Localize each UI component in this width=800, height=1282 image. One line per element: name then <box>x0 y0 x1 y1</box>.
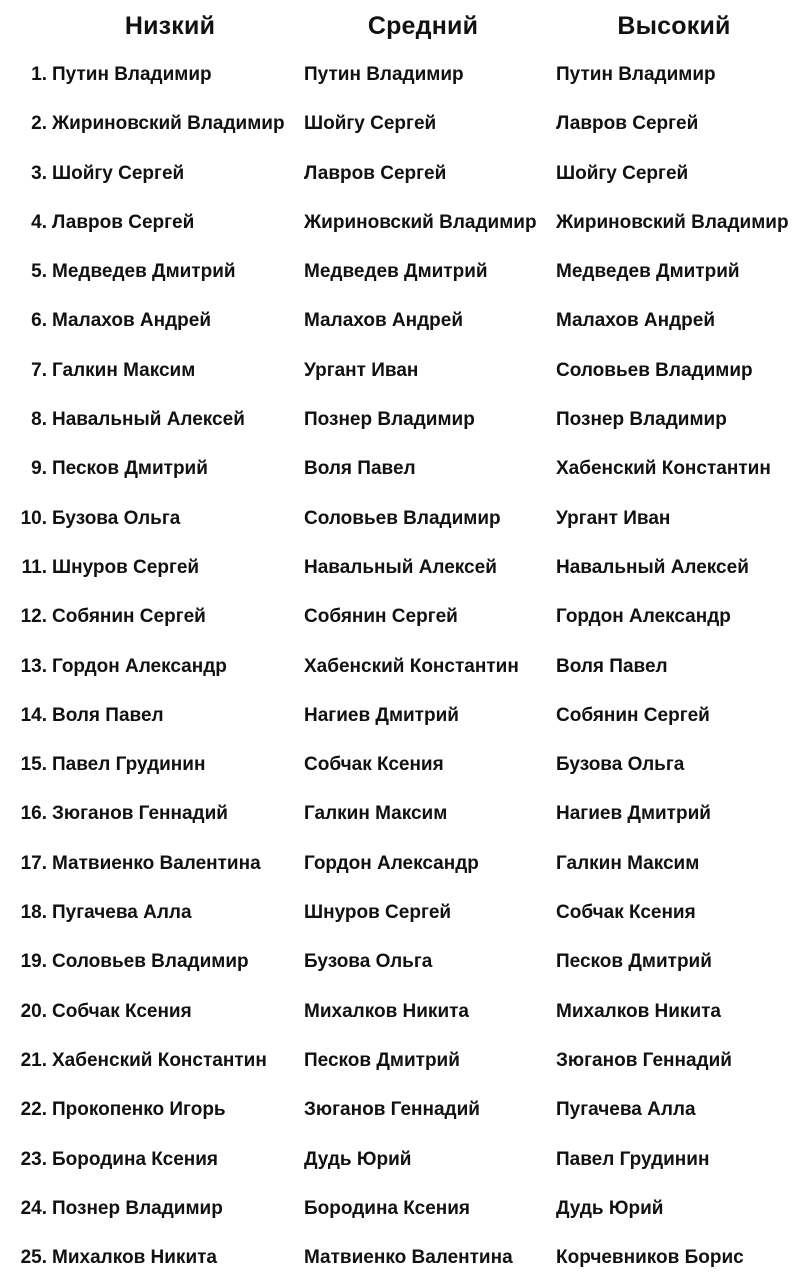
high-column-name: Хабенский Константин <box>556 458 771 480</box>
medium-column-name: Собянин Сергей <box>304 606 458 628</box>
table-row <box>0 1085 800 1134</box>
high-column-name: Медведев Дмитрий <box>556 261 740 283</box>
low-column-name: Зюганов Геннадий <box>52 803 228 825</box>
rank-number: 3. <box>31 162 47 184</box>
table-body <box>0 50 800 1282</box>
table-row <box>0 346 800 395</box>
rank-number: 8. <box>31 409 47 431</box>
table-row <box>0 543 800 592</box>
medium-column-name: Хабенский Константин <box>304 655 519 677</box>
low-column-name: Путин Владимир <box>52 64 212 85</box>
table-row <box>0 247 800 296</box>
high-column-name: Ургант Иван <box>556 507 671 529</box>
table-row <box>0 740 800 789</box>
medium-column-name: Медведев Дмитрий <box>304 261 488 283</box>
high-column-name: Познер Владимир <box>556 409 727 431</box>
low-column-name: Собянин Сергей <box>52 606 206 628</box>
table-row <box>0 1135 800 1184</box>
rank-number: 16. <box>20 803 47 825</box>
low-column-name: Пугачева Алла <box>52 902 192 924</box>
low-column-name: Михалков Никита <box>52 1247 217 1269</box>
rank-number: 17. <box>20 852 47 874</box>
high-column-name: Гордон Александр <box>556 606 731 628</box>
medium-column-name: Навальный Алексей <box>304 556 497 578</box>
table-row <box>0 987 800 1036</box>
table-row <box>0 444 800 493</box>
high-column-name: Собянин Сергей <box>556 704 710 726</box>
low-column-name: Бузова Ольга <box>52 507 181 529</box>
medium-column-name: Зюганов Геннадий <box>304 1099 480 1121</box>
rank-number: 5. <box>31 261 47 283</box>
column-header-medium: Средний <box>367 12 479 40</box>
medium-column-name: Бузова Ольга <box>304 951 433 973</box>
medium-column-name: Собчак Ксения <box>304 754 444 776</box>
table-row <box>0 937 800 986</box>
low-column-name: Бородина Ксения <box>52 1148 219 1170</box>
low-column-name: Павел Грудинин <box>52 754 206 776</box>
table-row <box>0 839 800 888</box>
table-row <box>0 592 800 641</box>
table-row <box>0 888 800 937</box>
high-column-name: Нагиев Дмитрий <box>556 803 711 825</box>
low-column-name: Лавров Сергей <box>52 211 195 233</box>
table-row <box>0 642 800 691</box>
medium-column-name: Галкин Максим <box>304 803 448 825</box>
high-column-name: Навальный Алексей <box>556 556 749 578</box>
rank-number: 13. <box>20 655 47 677</box>
rank-number: 4. <box>31 211 47 233</box>
medium-column-name: Шойгу Сергей <box>304 113 437 135</box>
table-row <box>0 789 800 838</box>
medium-column-name: Шнуров Сергей <box>304 902 452 924</box>
high-column-name: Бузова Ольга <box>556 754 685 776</box>
low-column-name: Хабенский Константин <box>52 1049 267 1071</box>
rank-number: 1. <box>31 64 47 85</box>
high-column-name: Собчак Ксения <box>556 902 696 924</box>
rank-number: 11. <box>21 556 47 578</box>
rank-number: 20. <box>20 1000 47 1022</box>
rank-number: 22. <box>20 1099 47 1121</box>
rank-number: 6. <box>31 310 47 332</box>
medium-column-name: Нагиев Дмитрий <box>304 704 459 726</box>
low-column-name: Гордон Александр <box>52 655 227 677</box>
high-column-name: Дудь Юрий <box>556 1197 664 1219</box>
table-row <box>0 395 800 444</box>
high-column-name: Павел Грудинин <box>556 1148 710 1170</box>
medium-column-name: Михалков Никита <box>304 1000 469 1022</box>
table-row <box>0 198 800 247</box>
table-row <box>0 691 800 740</box>
rank-number: 23. <box>20 1148 47 1170</box>
medium-column-name: Познер Владимир <box>304 409 475 431</box>
medium-column-name: Жириновский Владимир <box>304 211 537 233</box>
table-row <box>0 494 800 543</box>
medium-column-name: Матвиенко Валентина <box>304 1247 513 1269</box>
high-column-name: Воля Павел <box>556 655 668 677</box>
rank-number: 2. <box>31 113 47 135</box>
high-column-name: Песков Дмитрий <box>556 951 712 973</box>
rank-number: 12. <box>20 606 47 628</box>
table-row <box>0 99 800 148</box>
medium-column-name: Бородина Ксения <box>304 1197 471 1219</box>
medium-column-name: Лавров Сергей <box>304 162 447 184</box>
table-row <box>0 149 800 198</box>
high-column-name: Пугачева Алла <box>556 1099 696 1121</box>
rank-number: 15. <box>20 754 47 776</box>
high-column-name: Соловьев Владимир <box>556 359 753 381</box>
rank-number: 19. <box>20 951 47 973</box>
table-row <box>0 1036 800 1085</box>
rank-number: 24. <box>20 1197 47 1219</box>
low-column-name: Прокопенко Игорь <box>52 1099 226 1121</box>
rank-number: 7. <box>31 359 47 381</box>
low-column-name: Собчак Ксения <box>52 1000 192 1022</box>
low-column-name: Жириновский Владимир <box>52 113 285 135</box>
rank-number: 18. <box>20 902 47 924</box>
medium-column-name: Дудь Юрий <box>304 1148 412 1170</box>
rank-number: 9. <box>31 458 47 480</box>
low-column-name: Шойгу Сергей <box>52 162 185 184</box>
low-column-name: Матвиенко Валентина <box>52 852 261 874</box>
table-row <box>0 50 800 99</box>
medium-column-name: Песков Дмитрий <box>304 1049 460 1071</box>
high-column-name: Лавров Сергей <box>556 113 699 135</box>
low-column-name: Шнуров Сергей <box>52 556 200 578</box>
rank-number: 14. <box>20 704 47 726</box>
medium-column-name: Воля Павел <box>304 458 416 480</box>
low-column-name: Малахов Андрей <box>52 310 212 332</box>
medium-column-name: Ургант Иван <box>304 359 419 381</box>
rank-number: 10. <box>20 507 47 529</box>
column-header-high: Высокий <box>617 12 731 40</box>
medium-column-name: Малахов Андрей <box>304 310 464 332</box>
medium-column-name: Гордон Александр <box>304 852 479 874</box>
table-row <box>0 296 800 345</box>
rank-number: 25. <box>20 1247 47 1269</box>
low-column-name: Песков Дмитрий <box>52 458 208 480</box>
low-column-name: Навальный Алексей <box>52 409 245 431</box>
low-column-name: Познер Владимир <box>52 1197 223 1219</box>
column-header-low: Низкий <box>124 12 216 40</box>
high-column-name: Малахов Андрей <box>556 310 716 332</box>
high-column-name: Шойгу Сергей <box>556 162 689 184</box>
rank-number: 21. <box>20 1049 47 1071</box>
medium-column-name: Соловьев Владимир <box>304 507 501 529</box>
low-column-name: Воля Павел <box>52 704 164 726</box>
column-headers <box>0 6 800 46</box>
low-column-name: Соловьев Владимир <box>52 951 249 973</box>
high-column-name: Путин Владимир <box>556 64 716 85</box>
low-column-name: Галкин Максим <box>52 359 196 381</box>
high-column-name: Галкин Максим <box>556 852 700 874</box>
high-column-name: Михалков Никита <box>556 1000 721 1022</box>
table-row <box>0 1184 800 1233</box>
table-row <box>0 1233 800 1282</box>
high-column-name: Жириновский Владимир <box>556 211 789 233</box>
high-column-name: Корчевников Борис <box>556 1247 744 1269</box>
high-column-name: Зюганов Геннадий <box>556 1049 732 1071</box>
medium-column-name: Путин Владимир <box>304 64 464 85</box>
low-column-name: Медведев Дмитрий <box>52 261 236 283</box>
